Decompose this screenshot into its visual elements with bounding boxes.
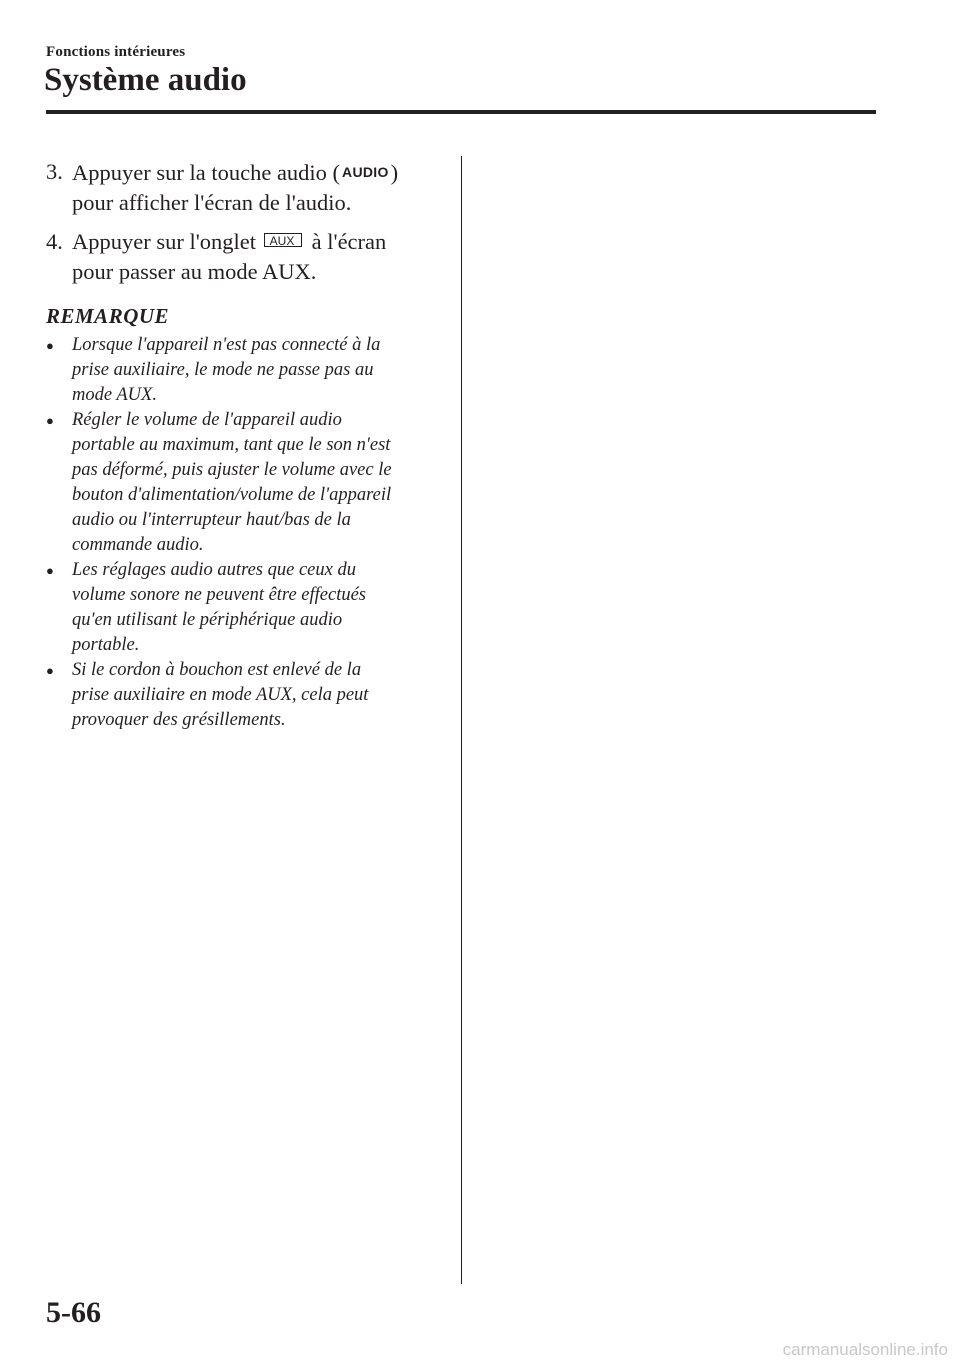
step-text-line2: pour passer au mode AUX. [72, 259, 317, 284]
note-item [46, 558, 446, 658]
note-line: Régler le volume de l'appareil audio [72, 410, 342, 430]
note-line: portable au maximum, tant que le son n'est [72, 435, 391, 455]
note-line: audio ou l'interrupteur haut/bas de la [72, 510, 351, 530]
note-line: mode AUX. [72, 385, 157, 405]
step-text-end: à l'écran [311, 229, 387, 254]
note-line: Si le cordon à bouchon est enlevé de la [72, 660, 362, 680]
left-column [46, 157, 446, 733]
page-title: Système audio [44, 62, 247, 98]
note-line: volume sonore ne peuvent être effectués [72, 585, 366, 605]
step-4 [46, 227, 446, 287]
note-list [46, 333, 446, 733]
note-line: provoquer des grésillements. [72, 710, 286, 730]
step-3 [46, 157, 446, 218]
bullet-icon: ● [46, 563, 54, 578]
column-divider [461, 156, 462, 1284]
bullet-icon: ● [46, 663, 54, 678]
bullet-icon: ● [46, 338, 54, 353]
step-text-line2: pour afficher l'écran de l'audio. [72, 190, 352, 215]
note-line: pas déformé, puis ajuster le volume avec le [72, 460, 392, 480]
note-item [46, 408, 446, 558]
page-number: 5-66 [46, 1296, 101, 1329]
step-text-end: ) [390, 160, 399, 185]
note-line: Lorsque l'appareil n'est pas connecté à la [72, 335, 381, 355]
audio-key-icon: AUDIO [342, 164, 389, 180]
note-line: prise auxiliaire, le mode ne passe pas au [72, 360, 374, 380]
title-rule [46, 110, 876, 114]
note-item [46, 658, 446, 733]
note-item [46, 333, 446, 408]
aux-tab-icon: AUX [264, 233, 302, 247]
step-number: 4. [46, 229, 63, 254]
note-line: bouton d'alimentation/volume de l'appareil [72, 485, 392, 505]
note-heading: REMARQUE [46, 304, 170, 328]
note-line: commande audio. [72, 535, 204, 555]
step-text: Appuyer sur la touche audio ( [72, 160, 341, 185]
note-line: portable. [72, 635, 140, 655]
bullet-icon: ● [46, 413, 54, 428]
note-line: Les réglages audio autres que ceux du [72, 560, 356, 580]
note-line: qu'en utilisant le périphérique audio [72, 610, 343, 630]
note-line: prise auxiliaire en mode AUX, cela peut [72, 685, 369, 705]
section-label: Fonctions intérieures [46, 44, 186, 60]
step-number: 3. [46, 159, 63, 184]
watermark: carmanualsonline.info [782, 1340, 948, 1359]
step-text: Appuyer sur l'onglet [72, 229, 257, 254]
